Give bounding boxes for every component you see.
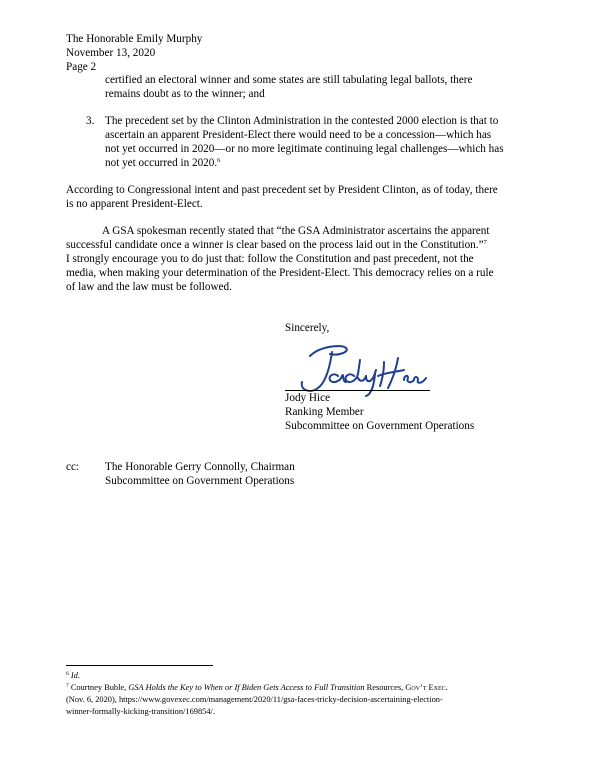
signature-line (285, 390, 430, 391)
footnote-7-publication: Gov’t Exec. (405, 683, 448, 692)
footnote-7-line-2: (Nov. 6, 2020), https://www.govexec.com/management/2020/11/gsa-faces-tricky-decision-ascertaining-election- (66, 695, 443, 704)
cc-line-2: Subcommittee on Government Operations (105, 475, 295, 487)
footnote-7-line-1 (66, 682, 448, 693)
signer-committee: Subcommittee on Government Operations (285, 420, 475, 432)
paragraph-line-1: A GSA spokesman recently stated that “the GSA Administrator ascertains the apparent (102, 225, 490, 237)
paragraph-line-2-text: successful candidate once a winner is clear based on the process laid out in the Constitution.” (66, 239, 484, 251)
footnote-6-text: Id. (70, 671, 80, 680)
paragraph-line-4: media, when making your determination of the President-Elect. This democracy relies on a rule (66, 267, 494, 279)
footnote-7-line-3: winner-formally-kicking-transition/169854/. (66, 707, 215, 716)
footnote-7-rest: Resources, (366, 683, 404, 692)
item3-line-4 (105, 157, 220, 171)
item3-line-2: ascertain an apparent President-Elect there would need to be a concession—which has (105, 129, 492, 141)
footnote-6-number: 6 (66, 671, 69, 677)
footnote-ref-7: 7 (483, 239, 487, 246)
item3-line-4-text: not yet occurred in 2020. (105, 157, 218, 169)
footnote-7-author: Courtney Buble, (70, 683, 127, 692)
paragraph-line-5: of law and the law must be followed. (66, 281, 232, 293)
header-date: November 13, 2020 (66, 47, 156, 59)
item2-line-1: certified an electoral winner and some states are still tabulating legal ballots, there (105, 74, 473, 86)
footnote-7-number: 7 (66, 683, 69, 689)
item3-line-3: not yet occurred in 2020—or no more legitimate continuing legal challenges—which has (105, 143, 504, 155)
signer-name: Jody Hice (285, 392, 331, 404)
item3-line-1: The precedent set by the Clinton Administration in the contested 2000 election is that to (105, 115, 499, 127)
cc-line-1: The Honorable Gerry Connolly, Chairman (105, 461, 295, 473)
cc-label: cc: (66, 461, 80, 473)
conclusion-line-2: is no apparent President-Elect. (66, 198, 203, 210)
item2-line-2: remains doubt as to the winner; and (105, 88, 265, 100)
paragraph-line-2 (66, 239, 487, 253)
header-page-number: Page 2 (66, 61, 97, 73)
item3-number: 3. (86, 115, 95, 127)
footnote-separator (66, 665, 213, 666)
footnote-ref-6: 6 (217, 157, 221, 164)
signer-title: Ranking Member (285, 406, 364, 418)
footnote-6 (66, 670, 80, 681)
paragraph-line-3: I strongly encourage you to do just that: follow the Constitution and past precedent, not the (66, 253, 474, 265)
footnote-7-title: GSA Holds the Key to When or If Biden Gets Access to Full Transition (128, 683, 365, 692)
conclusion-line-1: According to Congressional intent and past precedent set by President Clinton, as of today, there (66, 184, 498, 196)
header-recipient: The Honorable Emily Murphy (66, 33, 203, 45)
salutation: Sincerely, (285, 322, 330, 334)
